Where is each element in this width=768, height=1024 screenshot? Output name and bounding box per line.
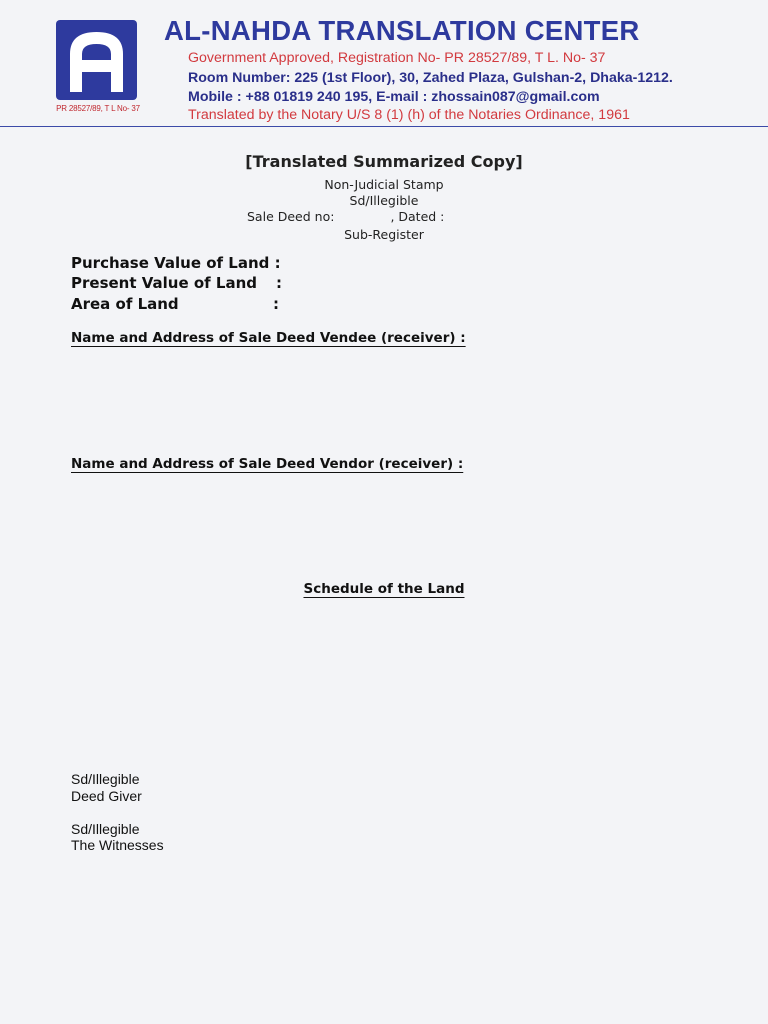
field-colon: :: [276, 274, 282, 292]
sub-register-label: Sub-Register: [344, 227, 424, 242]
deed-giver-label: Deed Giver: [71, 788, 142, 804]
field-colon: :: [273, 295, 279, 313]
schedule-heading: Schedule of the Land: [303, 581, 465, 597]
field-label: Area of Land: [71, 295, 179, 313]
stamp-signature: Sd/Illegible: [349, 193, 419, 208]
witness-label: The Witnesses: [71, 837, 164, 853]
purchase-value-field: [71, 254, 281, 272]
present-value-field: [71, 274, 282, 292]
vendor-heading: Name and Address of Sale Deed Vendor (receiver) :: [71, 456, 464, 472]
document-title: [Translated Summarized Copy]: [245, 152, 523, 171]
notary-line: Translated by the Notary U/S 8 (1) (h) of the Notaries Ordinance, 1961: [188, 107, 630, 123]
logo-icon: [56, 20, 137, 100]
field-label: Purchase Value of Land :: [71, 254, 281, 272]
witness-signature: Sd/Illegible: [71, 821, 140, 837]
stamp-label: Non-Judicial Stamp: [324, 177, 444, 192]
address-line: Room Number: 225 (1st Floor), 30, Zahed Plaza, Gulshan-2, Dhaka-1212.: [188, 70, 673, 86]
deed-giver-signature: Sd/Illegible: [71, 771, 140, 787]
dated-label: , Dated :: [390, 209, 445, 224]
area-of-land-field: [71, 295, 279, 313]
logo-registration-tag: PR 28527/89, T L No- 37: [56, 104, 140, 113]
vendee-heading: Name and Address of Sale Deed Vendee (receiver) :: [71, 330, 466, 346]
sale-deed-row: [247, 209, 444, 224]
approval-line: Government Approved, Registration No- PR 28527/89, T L. No- 37: [188, 50, 606, 66]
letterhead-divider: [0, 126, 768, 127]
sale-deed-label: Sale Deed no:: [247, 209, 335, 224]
field-label: Present Value of Land: [71, 274, 258, 292]
contact-line: Mobile : +88 01819 240 195, E-mail : zhossain087@gmail.com: [188, 89, 600, 105]
organization-name: AL-NAHDA TRANSLATION CENTER: [164, 15, 640, 46]
